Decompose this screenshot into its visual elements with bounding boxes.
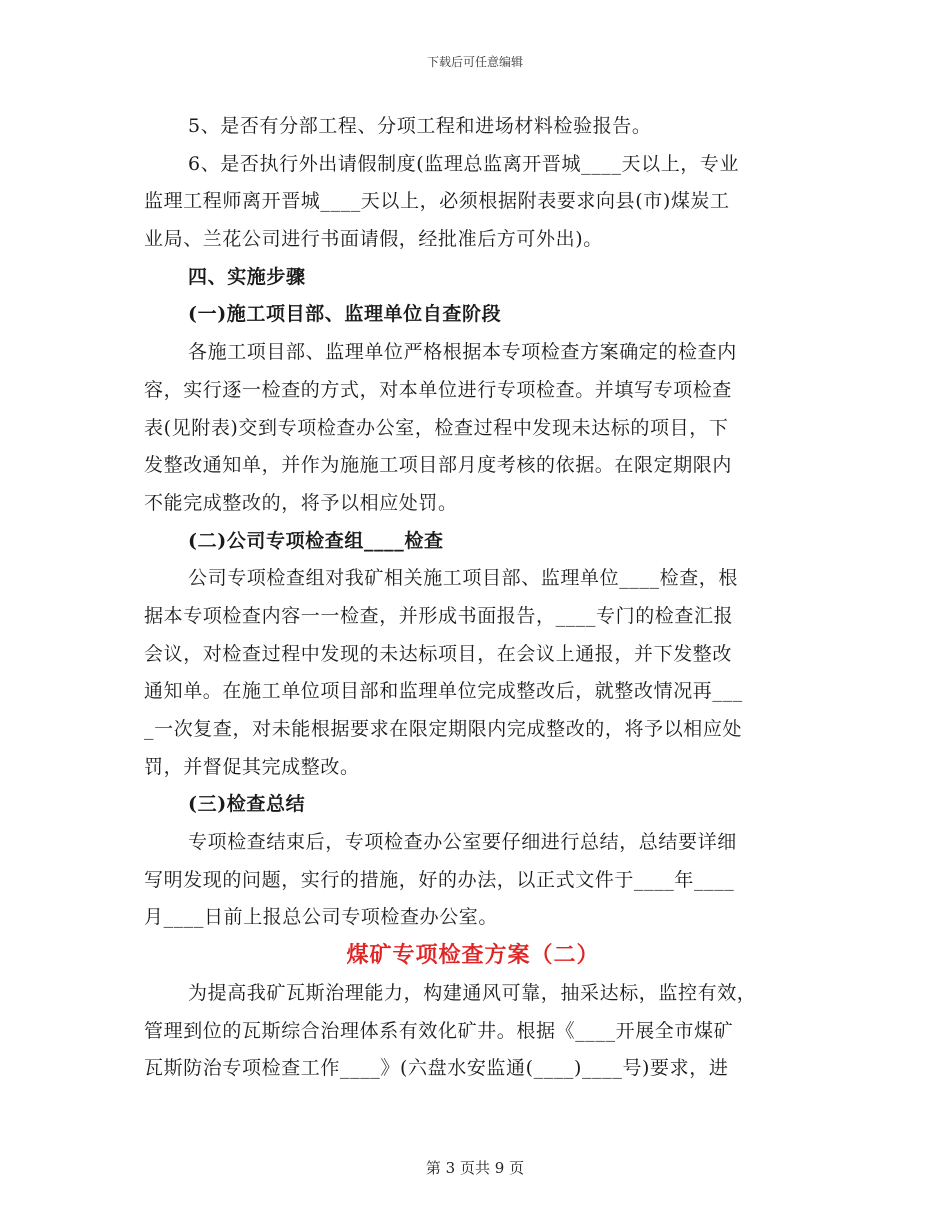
document-body	[144, 108, 802, 1088]
body-text-line: 罚，并督促其完成整改。	[144, 755, 360, 778]
body-text-line: 月____日前上报总公司专项检查办公室。	[144, 906, 499, 929]
body-text-line: 通知单。在施工单位项目部和监理单位完成整改后，就整改情况再___	[144, 680, 743, 703]
body-text-line: 公司专项检查组对我矿相关施工项目部、监理单位____检查，根	[188, 567, 739, 590]
page-header: 下载后可任意编辑	[426, 55, 523, 69]
body-text-line: 各施工项目部、监理单位严格根据本专项检查方案确定的检查内	[188, 341, 737, 364]
body-text-line: 容，实行逐一检查的方式，对本单位进行专项检查。并填写专项检查	[144, 378, 733, 401]
page-footer: 第 3 页共 9 页	[425, 1159, 525, 1177]
body-text-line: 据本专项检查内容一一检查，并形成书面报告，____专门的检查汇报	[144, 604, 734, 627]
body-text-line: 为提高我矿瓦斯治理能力，构建通风可靠，抽采达标，监控有效，	[188, 981, 757, 1004]
body-text-line: 业局、兰花公司进行书面请假，经批准后方可外出)。	[144, 228, 603, 251]
body-text-line: 5、是否有分部工程、分项工程和进场材料检验报告。	[188, 115, 652, 137]
heading-line: 四、实施步骤	[188, 265, 306, 288]
heading-line: (三)检查总结	[188, 793, 306, 816]
body-text-line: 发整改通知单，并作为施施工项目部月度考核的依据。在限定期限内	[144, 454, 733, 477]
heading-line: (二)公司专项检查组____检查	[188, 529, 444, 552]
body-text-line: _一次复查，对未能根据要求在限定期限内完成整改的，将予以相应处	[144, 718, 743, 740]
heading-line: (一)施工项目部、监理单位自查阶段	[188, 303, 502, 326]
body-text-line: 6、是否执行外出请假制度(监理总监离开晋城____天以上，专业	[188, 152, 740, 175]
body-text-line: 表(见附表)交到专项检查办公室，检查过程中发现未达标的项目，下	[144, 416, 729, 439]
body-text-line: 管理到位的瓦斯综合治理体系有效化矿井。根据《____开展全市煤矿	[144, 1019, 734, 1042]
body-text-line: 瓦斯防治专项检查工作____》(六盘水安监通(____)____号)要求，进	[144, 1057, 729, 1080]
body-text-line: 写明发现的问题，实行的措施，好的办法，以正式文件于____年____	[144, 868, 735, 891]
body-text-line: 专项检查结束后，专项检查办公室要仔细进行总结，总结要详细	[188, 831, 737, 854]
body-text-line: 不能完成整改的，将予以相应处罚。	[144, 491, 458, 514]
body-text-line: 会议，对检查过程中发现的未达标项目，在会议上通报，并下发整改	[144, 642, 733, 665]
body-text-line: 监理工程师离开晋城____天以上，必须根据附表要求向县(市)煤炭工	[144, 190, 730, 213]
section-title: 煤矿专项检查方案（二）	[346, 942, 600, 969]
